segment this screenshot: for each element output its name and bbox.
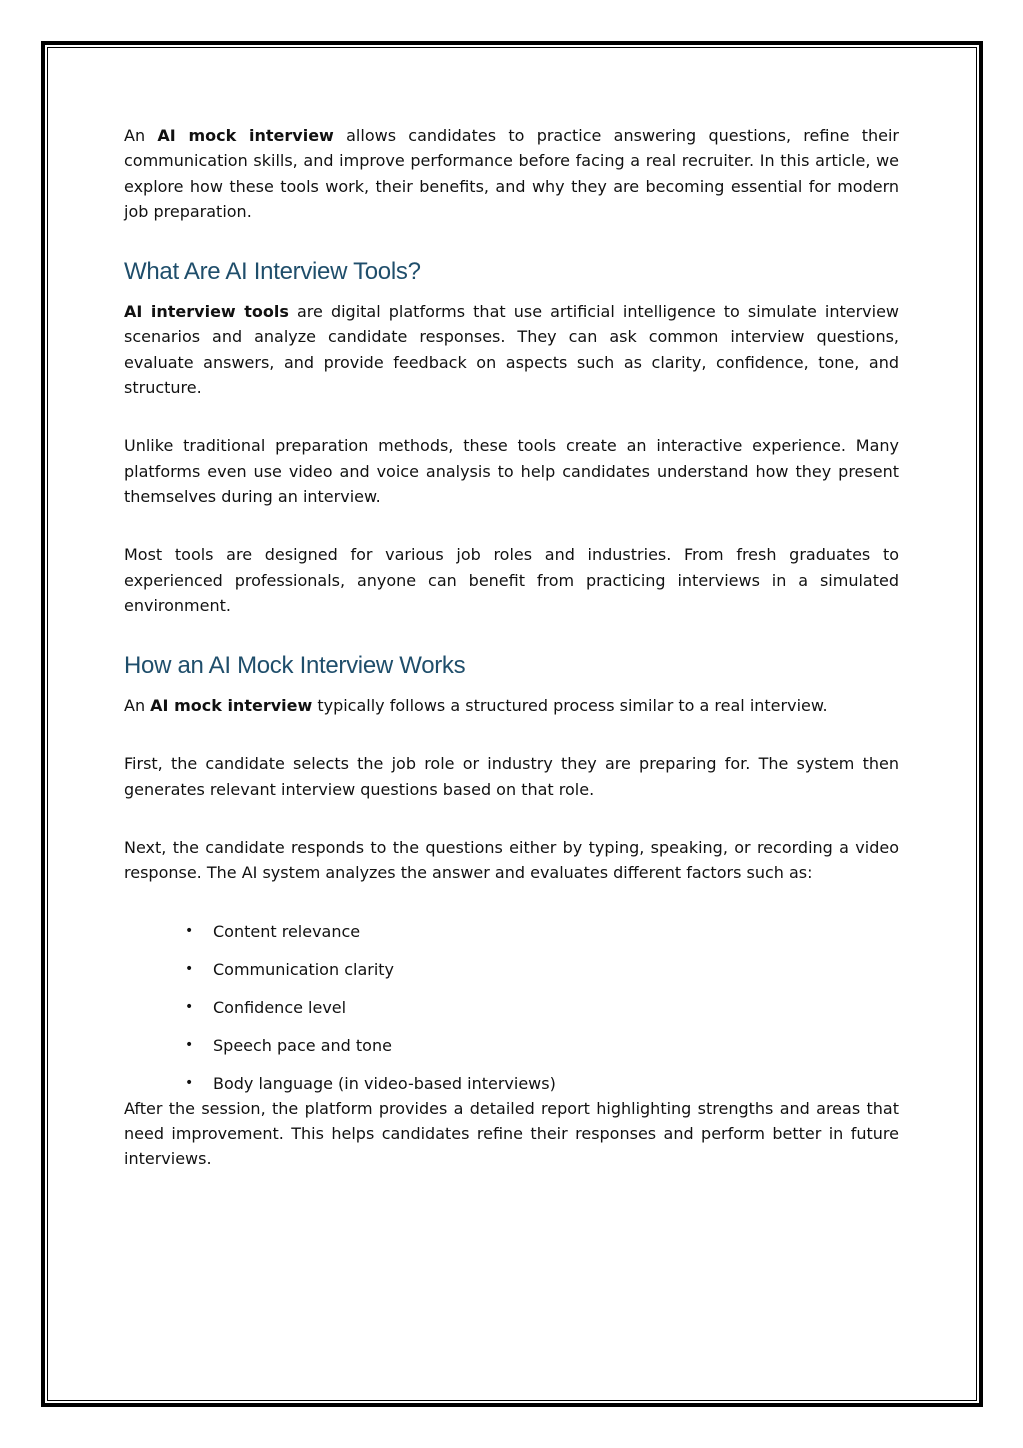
bullet-icon: • xyxy=(185,922,194,939)
intro-paragraph xyxy=(124,123,899,224)
section1-bold-term: AI interview tools xyxy=(124,302,289,322)
section1-paragraph-2: Unlike traditional preparation methods, these tools create an interactive experience. Many platforms even use video and voice analysis to help candidates understand how they present themselves during an interview. xyxy=(124,436,899,506)
list-item xyxy=(185,919,899,944)
list-item-text: Speech pace and tone xyxy=(213,1035,392,1055)
list-item-text: Communication clarity xyxy=(213,959,395,979)
section2-paragraph-4: After the session, the platform provides a detailed report highlighting strengths and areas that need improvement. This helps candidates refine their responses and perform better in future interviews. xyxy=(124,1098,899,1169)
list-item xyxy=(185,957,899,982)
section2-bold-term: AI mock interview xyxy=(150,696,313,716)
section2-paragraph-2: First, the candidate selects the job role or industry they are preparing for. The system then generates relevant interview questions based on that role. xyxy=(124,754,899,799)
section-heading-ai-interview-tools: What Are AI Interview Tools? xyxy=(124,258,421,286)
section2-paragraph-3: Next, the candidate responds to the questions either by typing, speaking, or recording a video response. The AI system analyzes the answer and evaluates different factors such as: xyxy=(124,838,899,883)
factors-list xyxy=(124,919,899,1096)
bullet-icon: • xyxy=(185,960,194,977)
bullet-icon: • xyxy=(185,1036,194,1053)
intro-text-start: An xyxy=(124,126,158,145)
section2-text-rest: typically follows a structured process similar to a real interview. xyxy=(312,696,828,716)
section1-paragraph-3: Most tools are designed for various job roles and industries. From fresh graduates to experienced professionals, anyone can benefit from practicing interviews in a simulated environment. xyxy=(124,545,899,615)
list-item xyxy=(185,1033,899,1058)
section-heading-how-it-works: How an AI Mock Interview Works xyxy=(124,652,466,680)
intro-text-rest: allows candidates to practice answering questions, refine their communication skills, and improve performance before facing a real recruiter. In this article, we explore how these tools work, their benefits, and why they are becoming essential for modern job preparation. xyxy=(124,126,900,221)
list-item-text: Confidence level xyxy=(213,997,347,1017)
section2-paragraph-1 xyxy=(124,693,899,718)
list-item xyxy=(185,995,899,1020)
section1-paragraph-1 xyxy=(124,299,899,400)
document-body xyxy=(124,123,899,1172)
bullet-icon: • xyxy=(185,998,194,1015)
section2-text-start: An xyxy=(124,696,151,716)
bullet-icon: • xyxy=(185,1074,194,1091)
list-item-text: Content relevance xyxy=(213,921,361,941)
list-item-text: Body language (in video-based interviews) xyxy=(213,1073,556,1093)
list-item xyxy=(185,1071,899,1096)
section1-text-rest: are digital platforms that use artificial intelligence to simulate interview scenarios and analyze candidate responses. They can ask common interview questions, evaluate answers, and provide feedback on aspects such as clarity, confidence, tone, and structure. xyxy=(124,302,899,398)
intro-bold-term: AI mock interview xyxy=(157,126,334,145)
